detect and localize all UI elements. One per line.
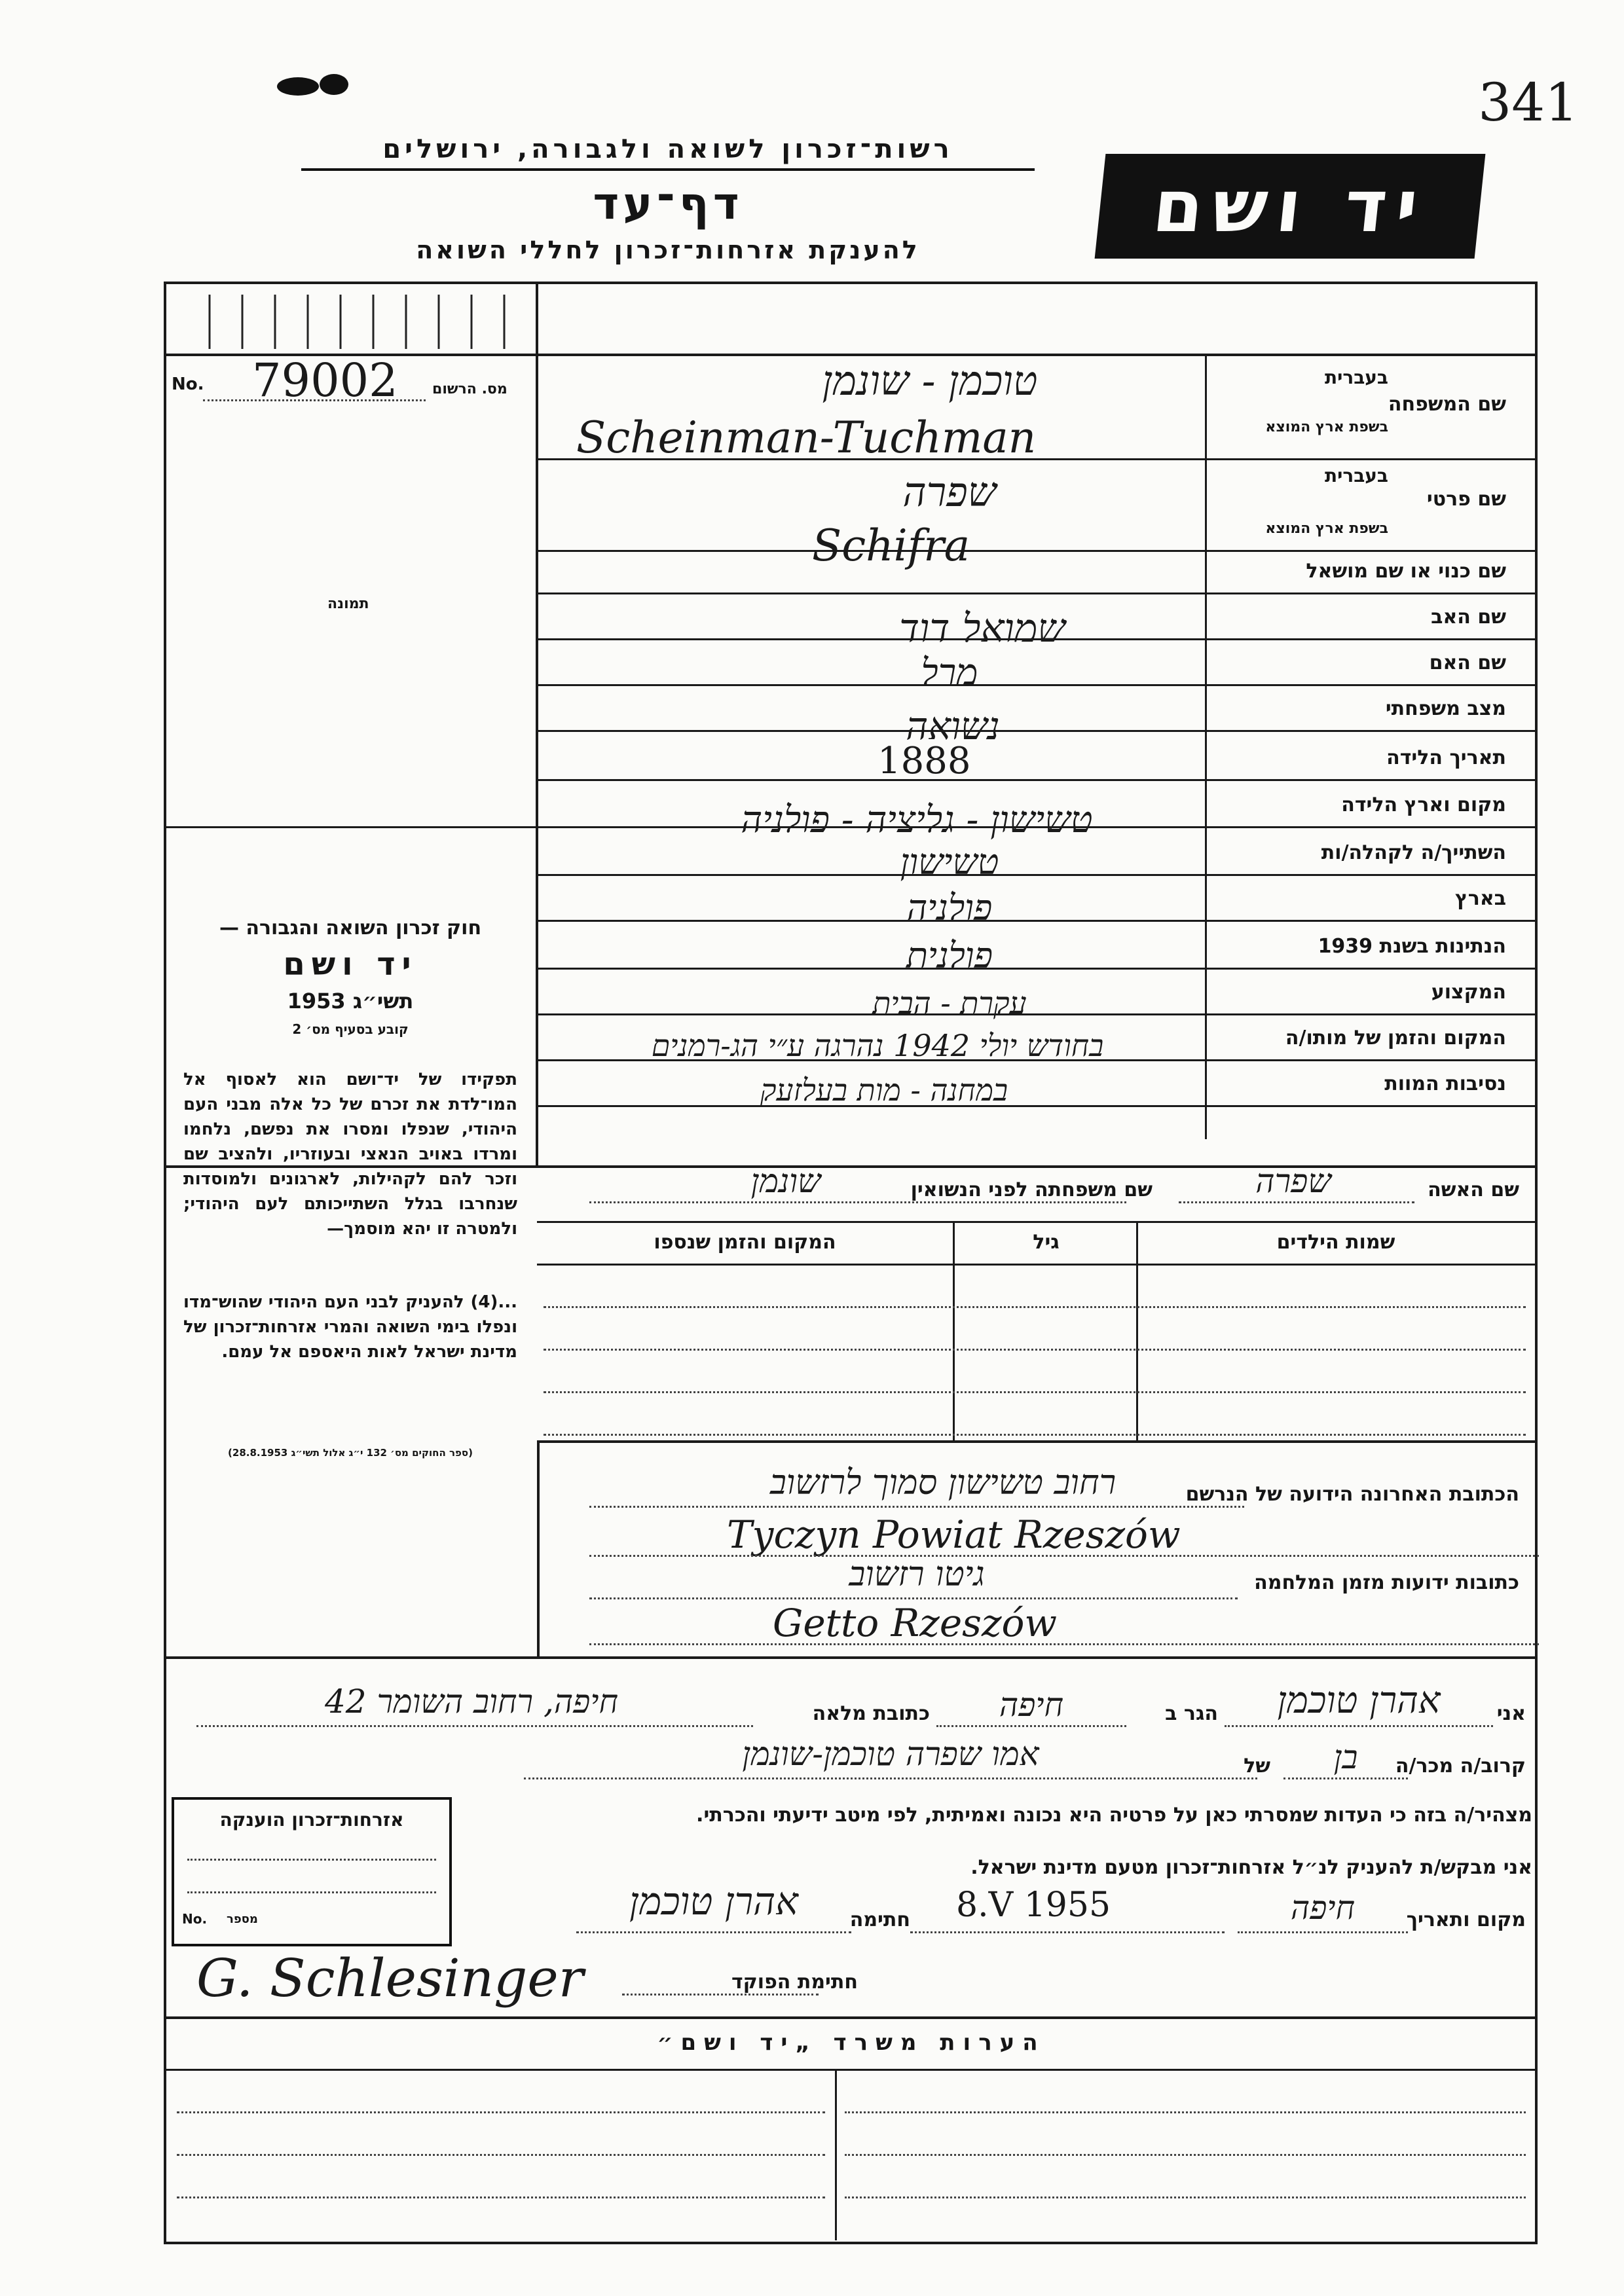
birthdate-value: 1888 <box>877 740 971 782</box>
wife-name-label: שם האשה <box>1428 1178 1519 1201</box>
nickname-label: שם כנוי או שם מושאל <box>1306 560 1506 583</box>
ink-smudge <box>275 69 354 98</box>
law-clause: קובע בסעיף מס׳ 2 <box>292 1021 409 1037</box>
declarant-name-value: אהרן טוכמן <box>1277 1679 1441 1722</box>
date-value: 8.V 1955 <box>956 1886 1111 1925</box>
relation-label: קרוב/ה מכר/ה <box>1395 1755 1526 1777</box>
children-names-header: שמות הילדים <box>1276 1231 1395 1254</box>
death-place-label: המקום והזמן של מותו/ה <box>1285 1027 1506 1049</box>
table-row <box>544 1391 1526 1393</box>
yad-vashem-logo <box>1095 154 1486 259</box>
declarant-city-value: חיפה <box>999 1686 1064 1724</box>
citizenship-granted-box <box>172 1797 452 1946</box>
table-row <box>544 1434 1526 1436</box>
father-label: שם האב <box>1431 606 1506 629</box>
law-reference: (ספר החוקים מס׳ 132 י״ג אלול תשי״ג 28.8.1953) <box>228 1447 473 1459</box>
maiden-name-label: שם משפחתה לפני הנשואין <box>910 1178 1153 1201</box>
authority-title: רשות־זכרון לשואה ולגבורה, ירושלים <box>301 134 1035 171</box>
notes-title: הערות משרד „יד ושם״ <box>657 2030 1046 2056</box>
family-name-hebrew-sublabel: בעברית <box>1324 367 1388 388</box>
war-address-hebrew-value: גיטו רזשוב <box>849 1555 985 1594</box>
mother-value: מרל <box>921 651 978 694</box>
declarant-address-label: כתובת מלאה <box>812 1702 930 1725</box>
declarant-i-label: אני <box>1496 1702 1526 1725</box>
signature-label: חתימה <box>849 1908 910 1931</box>
place-date-label: מקום ותאריך <box>1406 1908 1526 1931</box>
maiden-name-value: שונמן <box>750 1162 821 1200</box>
war-address-latin-value: Getto Rzeszów <box>773 1601 1058 1645</box>
first-name-latin-value: Schifra <box>812 520 970 571</box>
citizenship-box-title: אזרחות־זכרון הוענקה <box>219 1809 404 1831</box>
place-value: חיפה <box>1290 1889 1356 1927</box>
registration-no-value: 79002 <box>252 354 398 407</box>
first-name-hebrew-sublabel: בעברית <box>1324 465 1388 486</box>
occupation-value: עקרת - הבית <box>872 985 1027 1021</box>
relation-son-value: בן <box>1333 1738 1358 1776</box>
registration-label: מס. הרשום <box>432 381 507 397</box>
family-name-origin-sublabel: בשפת ארץ המוצא <box>1265 419 1388 435</box>
request-text: אני מבקש/ת להעניק לנ״ל אזרחות־זכרון מטעם מדינת ישראל. <box>970 1856 1532 1879</box>
citizenship-box-number-label: מספר <box>227 1912 258 1926</box>
marital-status-label: מצב משפחתי <box>1385 697 1506 720</box>
family-name-latin-value: Scheinman-Tuchman <box>576 412 1037 463</box>
wife-name-value: שפרה <box>1255 1162 1331 1200</box>
declarant-address-value: חיפה, רחוב השומר 42 <box>324 1683 619 1721</box>
citizenship-box-no-label: No. <box>182 1911 208 1927</box>
law-year: תשי״ג 1953 <box>287 989 414 1013</box>
citizenship-value: פולנית <box>906 935 993 976</box>
form-subtitle: להענקת אזרחות־זכרון לחללי השואה <box>416 236 920 264</box>
children-death-place-header: המקום והזמן שנספו <box>654 1231 836 1254</box>
birthplace-label: מקום וארץ הלידה <box>1341 793 1506 816</box>
last-address-label: הכתובת האחרונה הידועה של הנרשם <box>1185 1483 1519 1506</box>
relation-value: אמו שפרה טוכמן-שונמן <box>742 1735 1039 1773</box>
law-paragraph-1: תפקידו של יד־ושם הוא לאסוף אל המו־לדת את זכרם של כל אלה מבני העם היהודי, שנפלו ומסרו את נפשם, נלחמו ומרדו באויב הנאצי ובעוזריו, ולהציב שם וזכר להם לקהילות, לארגונים ולמוסדות שנחרבו בגלל השתייכותם לעם היהודי; ולמטרה זו יהא מוסמך— <box>183 1070 517 1239</box>
community-label: השתייך/ה לקהלה/ות <box>1321 841 1506 864</box>
photo-label: תמונה <box>327 596 369 612</box>
law-heading: חוק זכרון השואה והגבורה — <box>219 917 482 939</box>
last-address-latin-value: Tyczyn Powiat Rzeszów <box>727 1512 1181 1557</box>
relation-of-label: של <box>1244 1755 1270 1777</box>
father-value: שמואל דוד <box>899 606 1065 651</box>
hatch-strip <box>170 291 537 350</box>
death-place-value: בחודש יולי 1942 נהרגה ע״י הג-רמנים <box>651 1028 1104 1063</box>
country-value: פולניה <box>906 887 993 928</box>
occupation-label: המקצוע <box>1431 981 1506 1004</box>
birthplace-value: טשישון - גליציה - פולניה <box>741 799 1093 841</box>
officer-signature-label: חתימת הפוקד <box>731 1971 858 1994</box>
children-age-header: גיל <box>1033 1231 1060 1254</box>
death-circumstances-value: במחנה - מות בעלזעק <box>760 1072 1008 1108</box>
family-name-hebrew-value: טוכמן - שונמן <box>822 357 1038 405</box>
registration-no-label: No. <box>172 374 204 394</box>
table-row <box>544 1306 1526 1308</box>
last-address-hebrew-value: רחוב טשישון סמוך לרזשוב <box>769 1463 1116 1503</box>
citizenship-label: הנתינות בשנת 1939 <box>1318 935 1506 958</box>
law-name: יד ושם <box>283 946 418 983</box>
death-circumstances-label: נסיבות המוות <box>1384 1072 1506 1095</box>
family-name-label: שם המשפחה <box>1388 393 1506 416</box>
page-number: 341 <box>1478 72 1578 133</box>
signature-value: אהרן טוכמן <box>629 1879 798 1923</box>
marital-status-value: נשואה <box>906 704 1000 748</box>
declaration-text: מצהיר/ה בזה כי העדות שמסרתי כאן על פרטיה היא נכונה ואמיתית, לפי מיטב ידיעתי והכרתי. <box>696 1804 1532 1827</box>
first-name-hebrew-value: שפרה <box>902 468 997 516</box>
form-title: דף־עד <box>593 178 743 230</box>
country-label: בארץ <box>1454 887 1506 910</box>
war-address-label: כתובות ידועות מזמן המלחמה <box>1254 1571 1519 1594</box>
community-value: טשישון <box>900 841 999 883</box>
mother-label: שם האם <box>1429 651 1506 674</box>
table-row <box>544 1349 1526 1351</box>
declarant-resides-label: הגר ב <box>1165 1702 1218 1725</box>
first-name-label: שם פרטי <box>1426 488 1506 511</box>
logo-text: יד ושם <box>1149 164 1431 248</box>
first-name-origin-sublabel: בשפת ארץ המוצא <box>1265 520 1388 537</box>
law-paragraph-2: ...(4) להעניק לבני העם היהודי שהוש־מדו ונפלו בימי השואה והמרי אזרחות־זכרון של מדינת ישראל לאות היאספם אל עמם. <box>183 1292 517 1362</box>
birthdate-label: תאריך הלידה <box>1386 746 1506 769</box>
officer-signature: G. Schlesinger <box>196 1948 583 2009</box>
